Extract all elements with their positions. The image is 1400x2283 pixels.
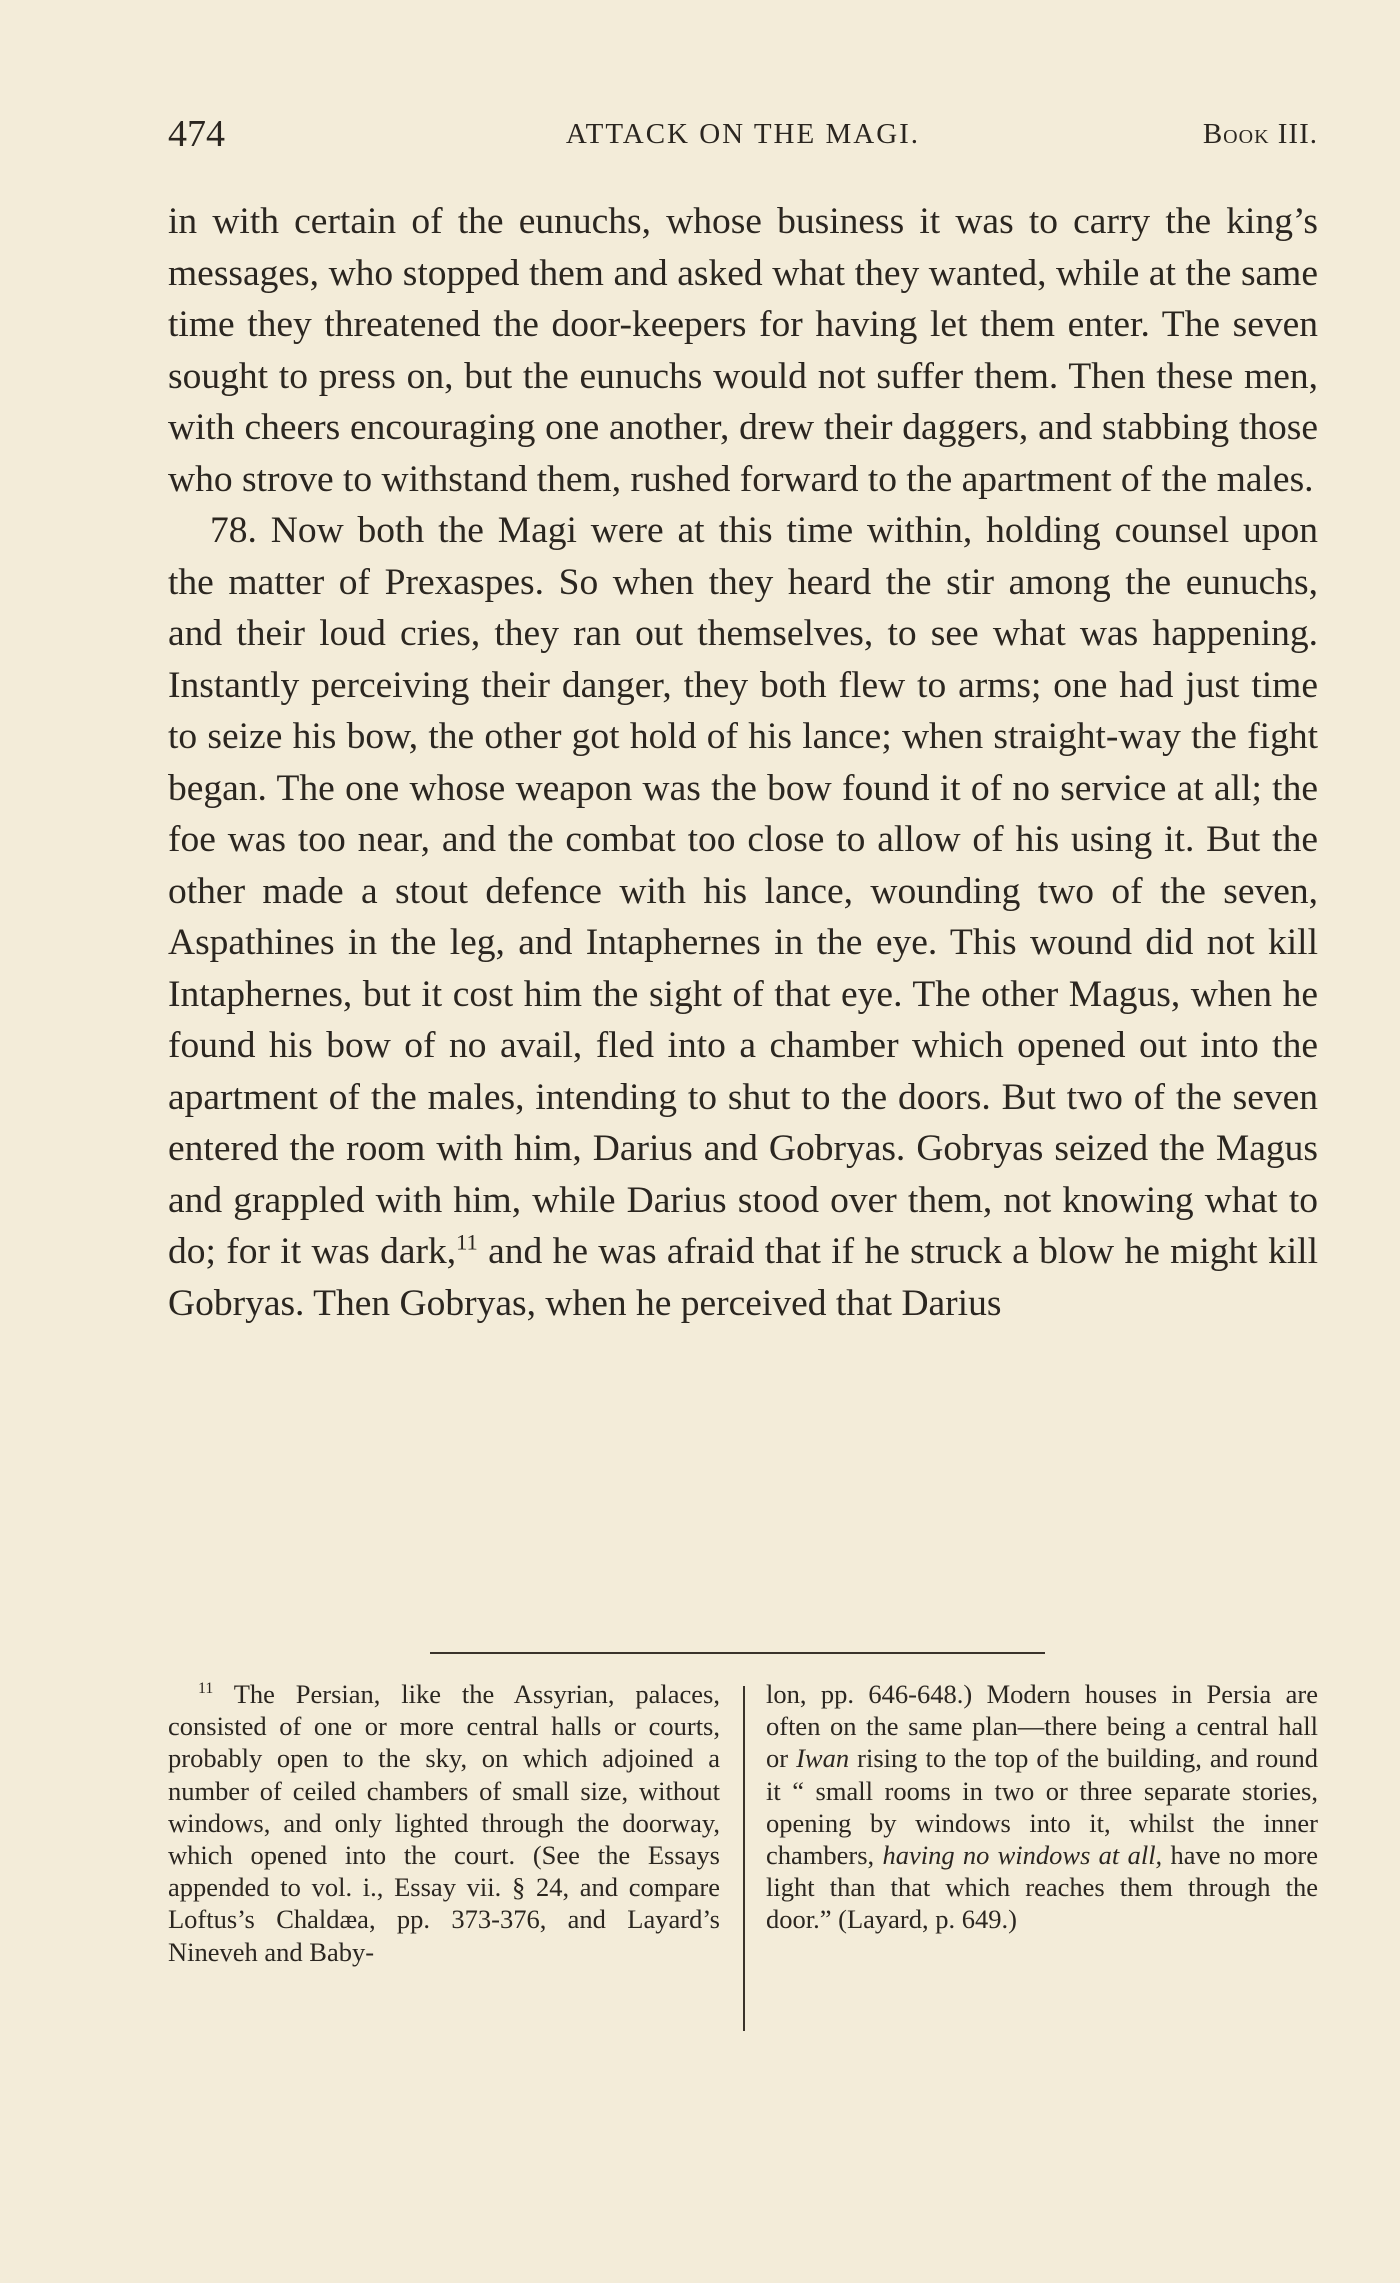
- footnote-right-text-b: rising to the top of the building, and round it “ small rooms in two or three separate stories, opening by windows into it, whilst the inner chambers,: [766, 1743, 1319, 1871]
- footnote-right-text-a: lon, pp. 646-648.) Modern houses in Persia are often on the same plan—there being a central hall or: [766, 1679, 1318, 1774]
- footnote-marker: 11: [198, 1680, 214, 1698]
- running-title: ATTACK ON THE MAGI.: [565, 118, 921, 150]
- running-header: [168, 112, 1318, 158]
- column-divider: [743, 1686, 745, 2031]
- paragraph-78-tail: and he was afraid that if he struck a blow he might kill Gobryas. Then Gobryas, when he perceived that Darius: [168, 1231, 1318, 1324]
- footnote-rule: [430, 1652, 1045, 1654]
- paragraph-78: [168, 505, 1318, 1329]
- footnote-continuation: [766, 1678, 1318, 1936]
- footnote-11: [168, 1678, 720, 1968]
- footnote-left-text: The Persian, like the Assyrian, palaces, consisted of one or more central halls or courts, probably open to the sky, on which adjoined a number of ceiled chambers of small size, without windows, and only lighted through the doorway, which opened into the court. (See the Essays appended to vol. i., Essay vii. § 24, and compare Loftus’s Chaldæa, pp. 373-376, and Layard’s Nineveh and Baby-: [168, 1679, 720, 1967]
- book-label: Book III.: [1202, 118, 1318, 150]
- paragraph-78-text: 78. Now both the Magi were at this time within, holding counsel upon the matter of Prexaspes. So when they heard the stir among the eunuchs, and their loud cries, they ran out themselves, to see what was happening. Instantly perceiving their danger, they both flew to arms; one had just time to seize his bow, the other got hold of his lance; when straight-way the fight began. The one whose weapon was the bow found it of no service at all; the foe was too near, and the combat too close to allow of his using it. But the other made a stout defence with his lance, wounding two of the seven, Aspathines in the leg, and Intaphernes in the eye. This wound did not kill Intaphernes, but it cost him the sight of that eye. The other Magus, when he found his bow of no avail, fled into a chamber which opened out into the apartment of the males, intending to shut to the doors. But two of the seven entered the room with him, Darius and Gobryas. Gobryas seized the Magus and grappled with him, while Darius stood over them, not knowing what to do; for it was dark,: [168, 510, 1318, 1272]
- footnote-right-column: [766, 1678, 1318, 1936]
- main-text: [168, 196, 1318, 1329]
- footnote-reference: 11: [456, 1229, 478, 1255]
- page-number: 474: [168, 113, 225, 155]
- paragraph-continued: in with certain of the eunuchs, whose business it was to carry the king’s messages, who stopped them and asked what they wanted, while at the same time they threatened the door-keepers for having let them enter. The seven sought to press on, but the eunuchs would not suffer them. Then these men, with cheers encouraging one another, drew their daggers, and stabbing those who strove to withstand them, rushed forward to the apartment of the males.: [168, 201, 1318, 500]
- footnote-area: [168, 1678, 1318, 2038]
- footnote-iwan: Iwan: [796, 1743, 850, 1774]
- footnote-emphasis: having no windows at all,: [882, 1840, 1163, 1871]
- footnote-right-text-c: have no more light than that which reaches them through the door.” (Layard, p. 649.): [766, 1840, 1318, 1935]
- footnote-left-column: [168, 1678, 720, 1968]
